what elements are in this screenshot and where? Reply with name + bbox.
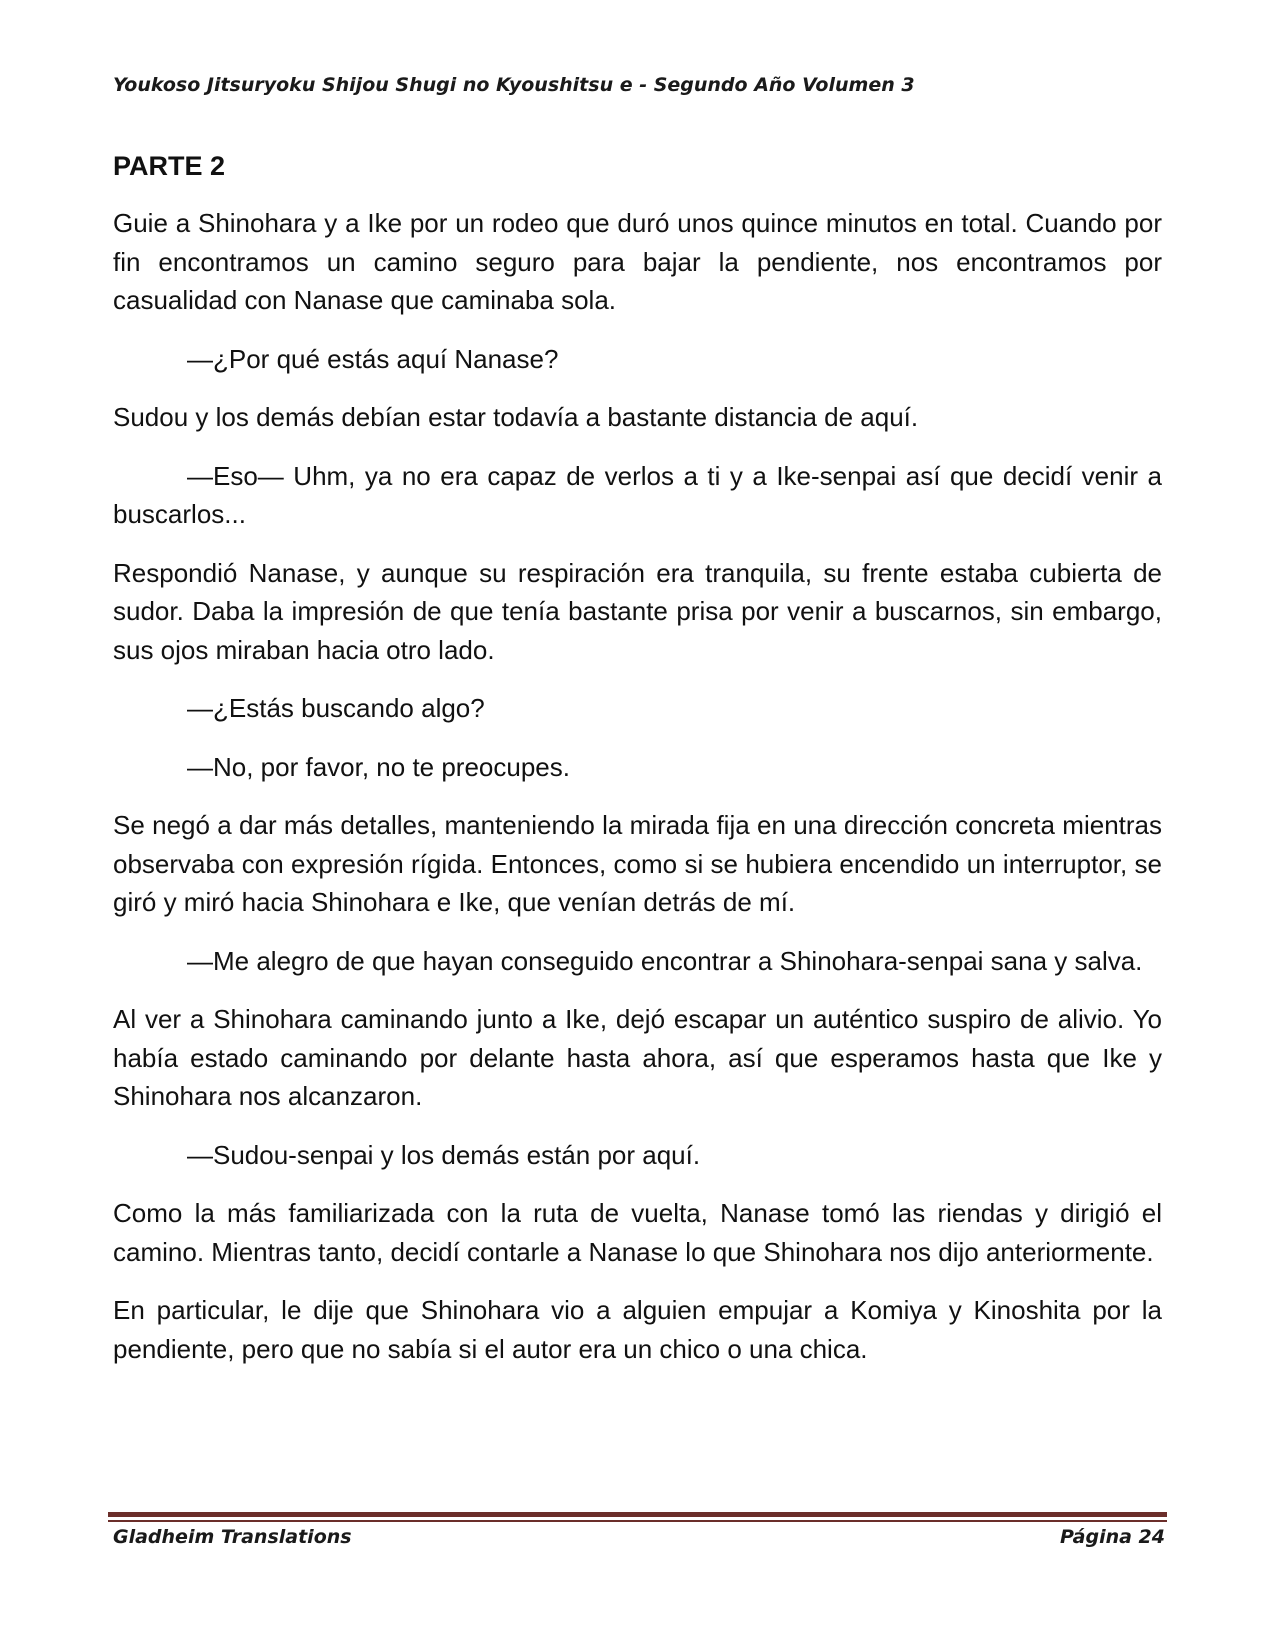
dialogue-line: —¿Estás buscando algo? xyxy=(187,693,485,723)
paragraph: Respondió Nanase, y aunque su respiración era tranquila, su frente estaba cubierta de sudor. Daba la impresión de que tenía bastante prisa por venir a buscarnos, sin embargo, sus ojos miraban hacia otro lado. xyxy=(113,557,1162,665)
paragraph: Se negó a dar más detalles, manteniendo la mirada fija en una dirección concreta mientras observaba con expresión rígida. Entonces, como si se hubiera encendido un interruptor, se giró y miró hacia Shinohara e Ike, que venían detrás de mí. xyxy=(113,810,1162,917)
footer-divider xyxy=(108,1512,1167,1517)
section-heading: PARTE 2 xyxy=(113,151,226,181)
paragraph: Sudou y los demás debían estar todavía a bastante distancia de aquí. xyxy=(113,402,919,432)
dialogue-line: —¿Por qué estás aquí Nanase? xyxy=(187,343,559,374)
paragraph: Guie a Shinohara y a Ike por un rodeo que duró unos quince minutos en total. Cuando por fin encontramos un camino seguro para bajar la pendiente, nos encontramos por casualidad con Nanase que caminaba sola. xyxy=(113,208,1162,315)
footer-translator-credit: Gladheim Translations xyxy=(113,1526,352,1548)
page-content xyxy=(113,150,1162,1388)
dialogue-line: —Eso— Uhm, ya no era capaz de verlos a ti y a Ike-senpai así que decidí venir a buscarlos... xyxy=(113,460,1162,529)
dialogue-line: —No, por favor, no te preocupes. xyxy=(187,751,570,782)
dialogue-line: —Me alegro de que hayan conseguido encontrar a Shinohara-senpai sana y salva. xyxy=(187,945,1143,976)
running-header-title: Youkoso Jitsuryoku Shijou Shugi no Kyoushitsu e - Segundo Año Volumen 3 xyxy=(113,74,915,96)
paragraph: Al ver a Shinohara caminando junto a Ike, dejó escapar un auténtico suspiro de alivio. Yo había estado caminando por delante hasta ahora, así que esperamos hasta que Ike y Shinohara nos alcanzaron. xyxy=(113,1004,1162,1111)
dialogue-line: —Sudou-senpai y los demás están por aquí. xyxy=(187,1139,701,1170)
footer-page-number: Página 24 xyxy=(1059,1526,1165,1548)
paragraph: En particular, le dije que Shinohara vio a alguien empujar a Komiya y Kinoshita por la pendiente, pero que no sabía si el autor era un chico o una chica. xyxy=(113,1295,1162,1364)
footer-divider-thin xyxy=(108,1520,1167,1522)
paragraph: Como la más familiarizada con la ruta de vuelta, Nanase tomó las riendas y dirigió el camino. Mientras tanto, decidí contarle a Nanase lo que Shinohara nos dijo anteriormente. xyxy=(113,1198,1162,1267)
